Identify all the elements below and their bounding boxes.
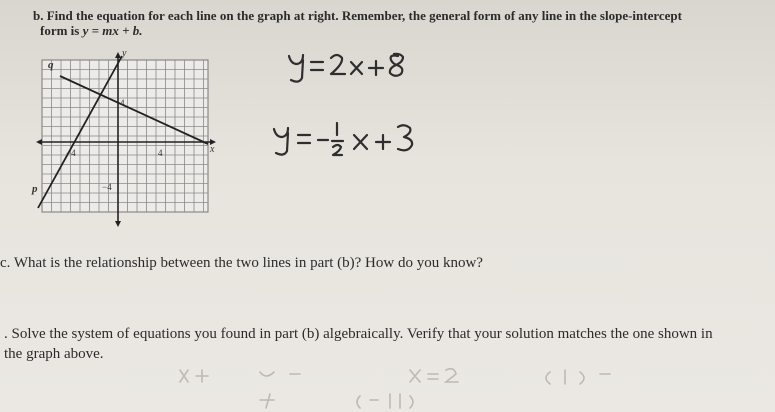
- line-label-p: p: [32, 183, 38, 195]
- handwritten-answer-2: [270, 115, 445, 165]
- handwritten-answer-1: [285, 50, 430, 85]
- question-b-prompt: b. Find the equation for each line on the graph at right. Remember, the general form of any line in the slope-intercept: [33, 8, 682, 23]
- graph-grid: [42, 60, 208, 212]
- tick-label-y-pos: 4: [120, 98, 125, 108]
- line-label-q: q: [48, 59, 54, 71]
- question-d-prompt-line-1: . Solve the system of equations you found in part (b) algebraically. Verify that your solution matches the one shown in: [4, 326, 713, 342]
- question-d-prompt-line-2: the graph above.: [4, 346, 104, 362]
- y-axis-arrow-down: [115, 221, 121, 227]
- slope-intercept-form: [40, 23, 143, 39]
- tick-label-x-neg: −4: [66, 148, 76, 158]
- question-c-prompt: c. What is the relationship between the two lines in part (b)? How do you know?: [0, 255, 483, 271]
- x-axis-arrow-left: [36, 139, 42, 145]
- y-axis-arrow-up: [115, 52, 121, 58]
- tick-label-y-neg: −4: [102, 182, 112, 192]
- x-axis-label: x: [210, 144, 215, 155]
- form-equation: y = mx + b.: [82, 23, 143, 38]
- tick-label-x-pos: 4: [158, 148, 163, 158]
- form-prefix: form is: [40, 23, 80, 38]
- faint-scribbles: [170, 360, 730, 412]
- y-axis-label: y: [122, 48, 127, 59]
- coordinate-graph: [30, 46, 220, 231]
